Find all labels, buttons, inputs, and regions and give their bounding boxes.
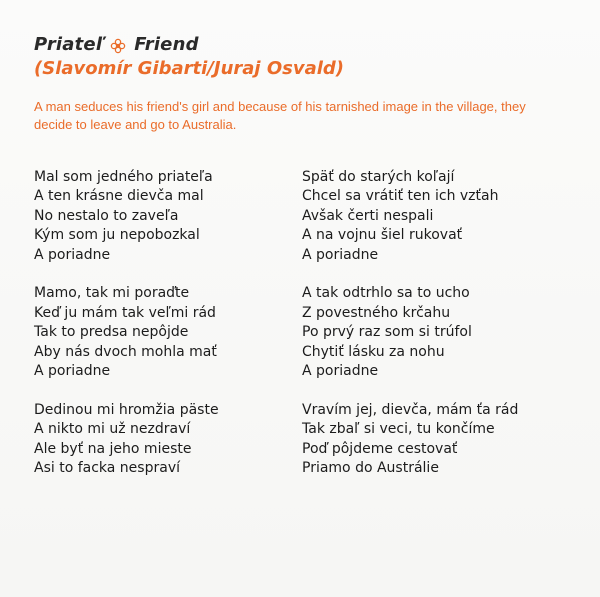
stanza [34, 401, 219, 479]
stanza [302, 284, 518, 381]
lyric-line: A poriadne [34, 246, 111, 263]
song-synopsis: A man seduces his friend's girl and because of his tarnished image in the village, they decide to leave and go to Australia. [34, 99, 526, 132]
stanza [302, 401, 518, 479]
lyric-line: A poriadne [302, 246, 379, 263]
lyric-line: Keď ju mám tak veľmi rád [34, 304, 216, 321]
lyric-line: Späť do starých koľají [302, 169, 455, 185]
stanza [34, 284, 219, 381]
lyric-line: Ale byť na jeho mieste [34, 440, 192, 457]
songwriter-credits: (Slavomír Gibarti/Juraj Osvald) [34, 58, 345, 79]
lyric-line: Mamo, tak mi poraďte [34, 285, 190, 302]
lyric-line: Kým som ju nepobozkal [34, 227, 200, 244]
lyric-line: Chcel sa vrátiť ten ich vzťah [302, 188, 499, 205]
lyric-line: Asi to facka nespraví [34, 460, 180, 477]
lyric-line: Avšak čerti nespali [302, 207, 434, 224]
lyric-line: Tak zbaľ si veci, tu končíme [302, 421, 495, 438]
lyric-line: Z povestného krčahu [302, 304, 451, 321]
lyric-line: A poriadne [302, 363, 379, 380]
stanza [34, 168, 219, 265]
song-title [34, 34, 199, 55]
lyric-line: Vravím jej, dievča, mám ťa rád [302, 401, 519, 418]
lyrics-column-left [34, 168, 219, 498]
lyric-line: A poriadne [34, 363, 111, 380]
lyric-line: A na vojnu šiel rukovať [302, 227, 463, 244]
lyric-line: Dedinou mi hromžia päste [34, 401, 219, 418]
lyric-line: Mal som jedného priateľa [34, 169, 213, 185]
title-slovak: Priateľ [34, 34, 103, 55]
lyrics-column-right [302, 168, 518, 498]
flower-icon-graphic [110, 38, 126, 54]
lyric-line: A tak odtrhlo sa to ucho [302, 285, 470, 302]
lyric-line: Priamo do Austrálie [302, 460, 439, 477]
lyric-line: A nikto mi už nezdraví [34, 421, 191, 438]
lyric-line: Chytiť lásku za nohu [302, 343, 445, 360]
lyric-line: Poď pôjdeme cestovať [302, 440, 458, 457]
lyric-line: Po prvý raz som si trúfol [302, 324, 472, 341]
lyric-line: A ten krásne dievča mal [34, 188, 204, 205]
lyric-line: No nestalo to zaveľa [34, 207, 179, 224]
flower-icon [110, 38, 126, 54]
stanza [302, 168, 518, 265]
lyric-line: Aby nás dvoch mohla mať [34, 343, 217, 360]
title-english: Friend [134, 34, 199, 55]
lyric-line: Tak to predsa nepôjde [34, 324, 189, 341]
